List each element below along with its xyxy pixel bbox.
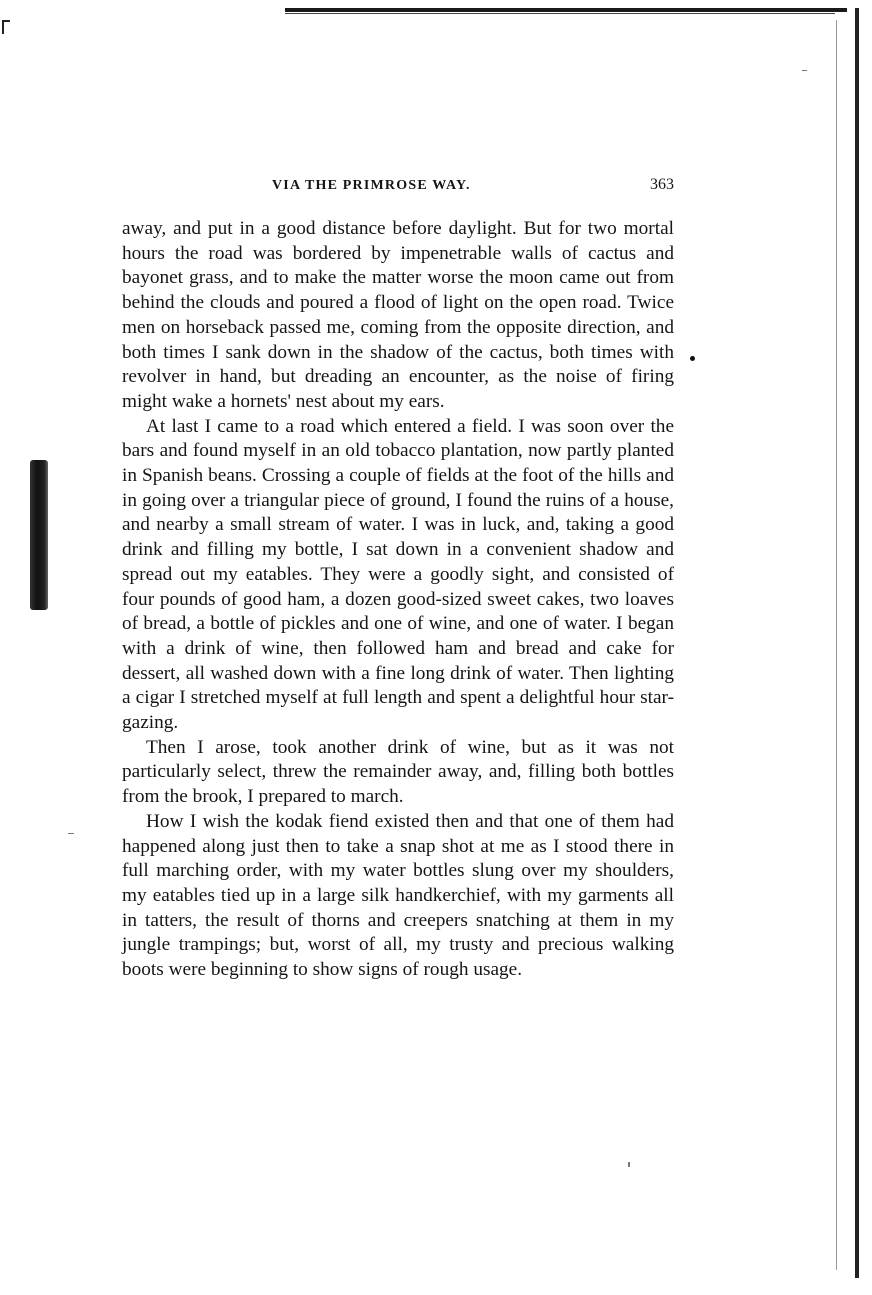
scan-speck bbox=[628, 1162, 630, 1167]
paragraph: away, and put in a good distance before daylight. But for two mortal hours the road was bordered by impenetrable walls of cactus and bayonet grass, and to make the matter worse the moon came out from behind the clouds and poured a flood of light on the open road. Twice men on horseback passed me, coming from the opposite direction, and both times I sank down in the shadow of the cactus, both times with revolver in hand, but dreading an encounter, as the noise of firing might wake a hornets' nest about my ears. bbox=[122, 218, 674, 412]
paragraph: Then I arose, took another drink of wine, but as it was not particularly select, threw the remainder away, and, filling both bottles from the brook, I prepared to march. bbox=[122, 736, 674, 808]
paragraph: At last I came to a road which entered a field. I was soon over the bars and found myself in an old tobacco plantation, now partly planted in Spanish beans. Crossing a couple of fields at the foot of the hills and in going over a triangular piece of ground, I found the ruins of a house, and nearby a small stream of water. I was in luck, and, taking a good drink and filling my bottle, I sat down in a convenient shadow and spread out my eatables. They were a goodly sight, and consisted of four pounds of good ham, a dozen good-sized sweet cakes, two loaves of bread, a bottle of pickles and one of wine, and one of water. I began with a drink of wine, then followed ham and bread and cake for dessert, all washed down with a fine long drink of water. Then lighting a cigar I stretched myself at full length and spent a delightful hour star-gazing. bbox=[122, 415, 674, 734]
body-text bbox=[122, 217, 674, 983]
scan-right-edge-thin bbox=[836, 20, 837, 1270]
running-title: VIA THE PRIMROSE WAY. bbox=[272, 178, 471, 193]
scan-top-edge-thin bbox=[285, 13, 835, 14]
margin-dot-mark bbox=[690, 356, 695, 361]
scan-speck bbox=[68, 833, 74, 834]
scan-corner-mark bbox=[2, 20, 10, 34]
running-head bbox=[122, 178, 674, 200]
paragraph: How I wish the kodak fiend existed then and that one of them had happened along just then to take a snap shot at me as I stood there in full marching order, with my water bottles slung over my shoulders, my eatables tied up in a large silk handkerchief, with my garments all in tatters, the result of thorns and creepers snatching at them in my jungle trampings; but, worst of all, my trusty and precious walking boots were beginning to show signs of rough usage. bbox=[122, 810, 674, 981]
scan-right-edge bbox=[855, 8, 859, 1278]
scan-top-edge bbox=[285, 8, 847, 12]
scan-binding-shadow bbox=[30, 460, 48, 610]
page-number: 363 bbox=[650, 176, 674, 193]
scan-speck bbox=[802, 70, 807, 71]
